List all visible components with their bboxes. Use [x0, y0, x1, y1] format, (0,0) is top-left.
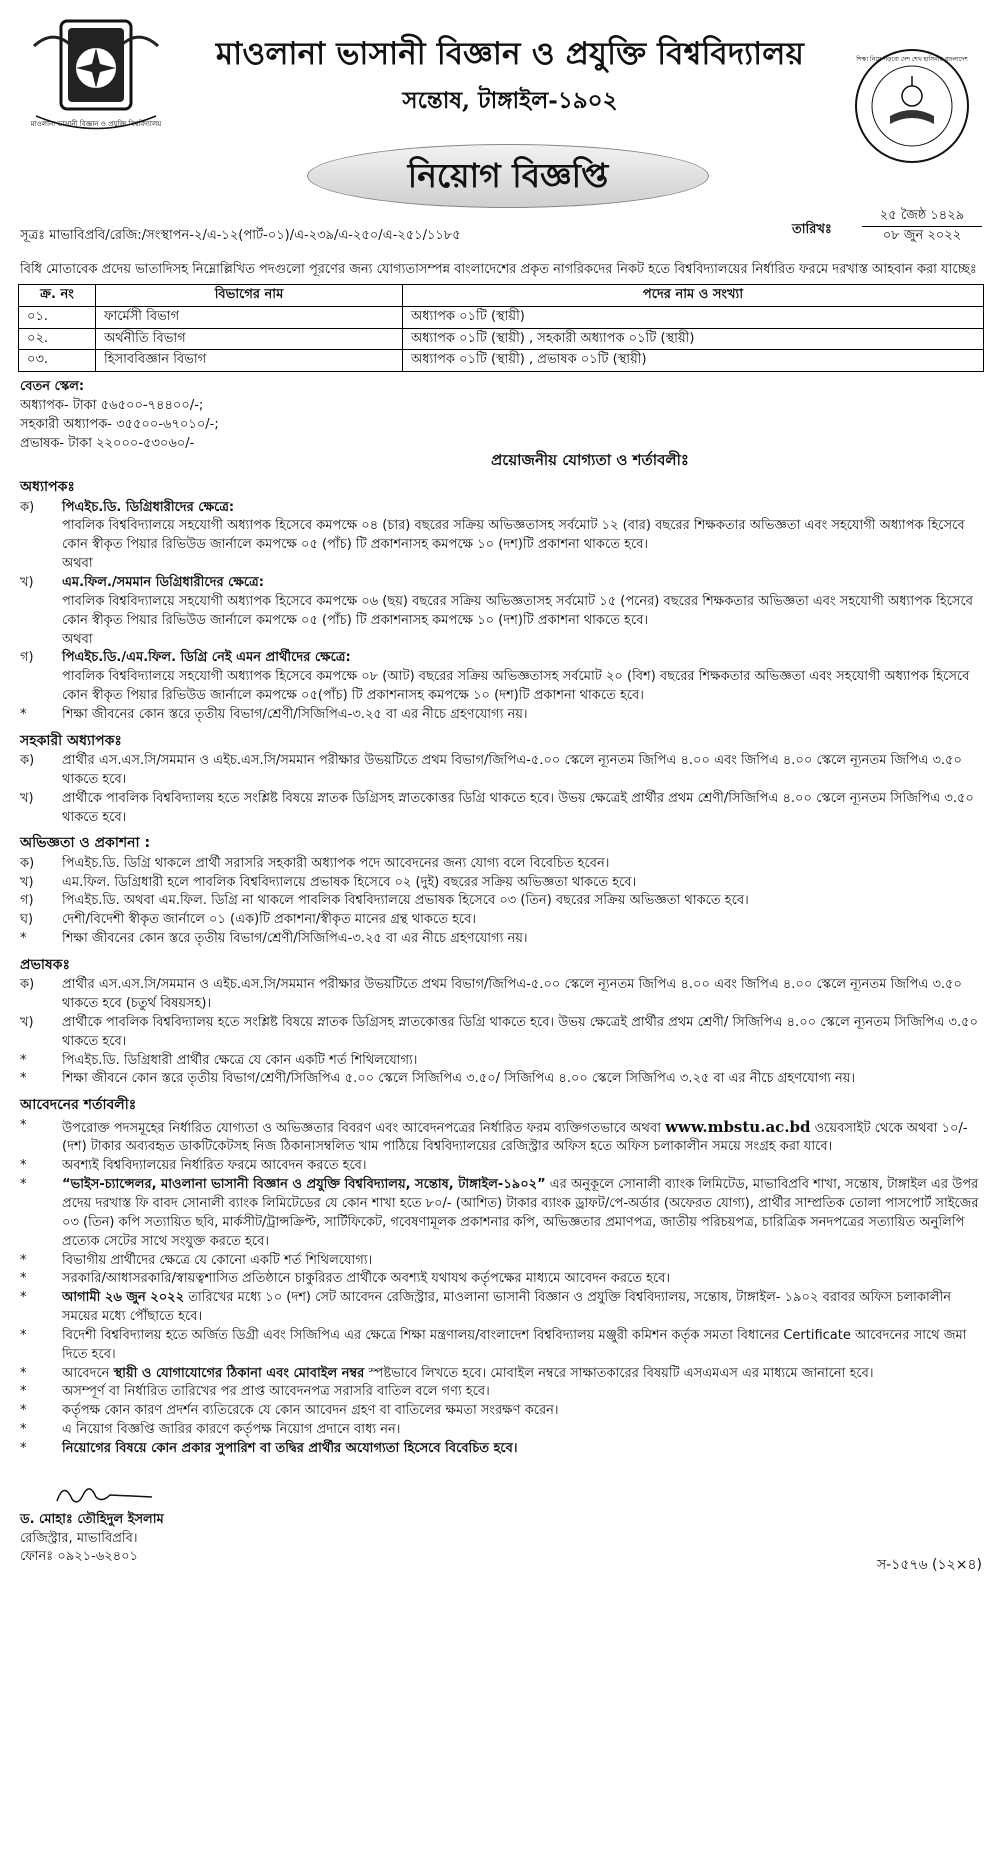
signature-block — [12, 1473, 988, 1583]
list-item: ক) প্রার্থীর এস.এস.সি/সমমান ও এইচ.এস.সি/সমমান পরীক্ষার উভয়টিতে প্রথম বিভাগ/জিপিএ-৫.০০ স্কেলে ন্যূনতম জিপিএ ৪.০০ এবং জিপিএ ৪.০০ স্কেলে ন্যূনতম জিপিএ ৩.৫০ থাকতে হবে। — [20, 753, 962, 787]
posts-table — [18, 284, 984, 372]
item-subheading: পিএইচ.ডি./এম.ফিল. ডিগ্রি নেই এমন প্রার্থীদের ক্ষেত্রে: — [62, 650, 351, 666]
list-item: খ) প্রার্থীকে পাবলিক বিশ্ববিদ্যালয় হতে সংশ্লিষ্ট বিষয়ে স্নাতক ডিগ্রিসহ স্নাতকোত্তর ডিগ্রি থাকতে হবে। উভয় ক্ষেত্রেই প্রার্থীর প্রথম শ্রেণী/সিজিপিএ ৪.০০ স্কেলে ন্যূনতম সিজিপিএ ৩.৫০ থাকতে হবে। — [20, 790, 974, 825]
list-item: ক) পিএইচ.ডি. ডিগ্রি থাকলে প্রার্থী সরাসরি সহকারী অধ্যাপক পদে আবেদনের জন্য যোগ্য বলে বিবেচিত হবেন। — [20, 855, 610, 871]
date-english: ০৮ জুন ২০২২ — [882, 227, 962, 243]
table-header-row — [19, 284, 984, 306]
website-link[interactable]: www.mbstu.ac.bd — [665, 1117, 811, 1136]
salary-line: সহকারী অধ্যাপক- ৩৫৫০০-৬৭০১০/-; — [20, 416, 219, 432]
date-label: তারিখঃ — [792, 222, 832, 237]
reference-line — [12, 208, 988, 249]
list-item: খ) প্রার্থীকে পাবলিক বিশ্ববিদ্যালয় হতে সংশ্লিষ্ট বিষয়ে স্নাতক ডিগ্রিসহ স্নাতকোত্তর ডিগ্রি থাকতে হবে। উভয় ক্ষেত্রেই প্রার্থীর প্রথম শ্রেণী/ সিজিপিএ ৪.০০ স্কেলে ন্যূনতম সিজিপিএ ৩.৫০ থাকতে হবে। — [20, 1014, 978, 1049]
table-row — [19, 306, 984, 328]
lecturer-heading: প্রভাষকঃ — [20, 956, 70, 973]
table-row — [19, 328, 984, 350]
conditions-heading: আবেদনের শর্তাবলীঃ — [20, 1097, 137, 1114]
cell-department: হিসাববিজ্ঞান বিভাগ — [96, 350, 403, 372]
date-box — [862, 207, 982, 246]
list-item: * শিক্ষা জীবনের কোন স্তরে তৃতীয় বিভাগ/শ্রেণী/সিজিপিএ-৩.২৫ বা এর নীচে গ্রহণযোগ্য নয়। — [20, 706, 988, 725]
list-item: * সরকারি/আধাসরকারি/স্বায়ত্বশাসিত প্রতিষ্ঠানে চাকুরিরত প্রার্থীকে অবশ্যই যথাযথ কর্তৃপক্ষের মাধ্যমে আবেদন করতে হবে। — [20, 1271, 671, 1287]
university-logo-icon — [26, 16, 166, 141]
item-key: গ) — [20, 650, 34, 666]
salary-scale — [20, 378, 988, 453]
cell-department: ফার্মেসী বিভাগ — [96, 306, 403, 328]
cell-posts: অধ্যাপক ০১টি (স্থায়ী) , সহকারী অধ্যাপক ০১টি (স্থায়ী) — [403, 328, 984, 350]
signature-icon — [52, 1473, 162, 1513]
signatory-name: ড. মোহাঃ তৌহিদুল ইসলাম — [20, 1511, 164, 1527]
item-key: খ) — [20, 575, 34, 591]
col-serial: ক্র. নং — [19, 284, 96, 306]
logo-left-text: মাওলানা ভাসানী বিজ্ঞান ও প্রযুক্তি বিশ্ববিদ্যালয় — [30, 120, 162, 128]
item-text: পাবলিক বিশ্ববিদ্যালয়ে সহযোগী অধ্যাপক হিসেবে কমপক্ষে ০৬ (ছয়) বছরের সক্রিয় অভিজ্ঞতাসহ সর্বমোট ১৫ (পনের) বছরের শিক্ষকতার অভিজ্ঞতা এবং সহযোগী অধ্যাপক হিসেবে কোন স্বীকৃত পিয়ার রিভিউড জার্নালে কমপক্ষে ০৫ (পাঁচ) টি প্রকাশনাসহ কমপক্ষে ১০ (দশ)টি প্রকাশনা থাকতে হবে। — [62, 593, 973, 628]
list-item: * কর্তৃপক্ষ কোন কারণ প্রদর্শন ব্যতিরেকে যে কোন আবেদন গ্রহণ বা বাতিলের ক্ষমতা সংরক্ষণ করেন। — [20, 1403, 559, 1419]
item-text: পাবলিক বিশ্ববিদ্যালয়ে সহযোগী অধ্যাপক হিসেবে কমপক্ষে ০৪ (চার) বছরের সক্রিয় অভিজ্ঞতাসহ সর্বমোট ১২ (বার) বছরের শিক্ষকতার অভিজ্ঞতা এবং সহযোগী অধ্যাপক হিসেবে কোন স্বীকৃত পিয়ার রিভিউড জার্নালে কমপক্ষে ০৫ (পাঁচ) টি প্রকাশনাসহ কমপক্ষে ১০ (দশ)টি প্রকাশনা থাকতে হবে। — [62, 518, 965, 553]
logo-right-text: শিক্ষা নিয়ে গড়বো দেশ শেখ হাসিনার বাংলাদেশ — [856, 56, 968, 63]
cell-serial: ০২. — [19, 328, 96, 350]
col-department: বিভাগের নাম — [96, 284, 403, 306]
notice-page — [12, 6, 988, 1847]
item-key: ক) — [20, 499, 35, 515]
date-bangla: ২৫ জৈষ্ঠ ১৪২৯ — [862, 207, 982, 227]
university-name: মাওলানা ভাসানী বিজ্ঞান ও প্রযুক্তি বিশ্ববিদ্যালয় — [215, 36, 805, 72]
requirements-title: প্রয়োজনীয় যোগ্যতা ও শর্তাবলীঃ — [491, 450, 689, 469]
header — [12, 6, 988, 211]
professor-note: শিক্ষা জীবনের কোন স্তরে তৃতীয় বিভাগ/শ্রেণী/সিজিপিএ-৩.২৫ বা এর নীচে গ্রহণযোগ্য নয়। — [62, 706, 528, 722]
intro-text: বিধি মোতাবেক প্রদেয় ভাতাদিসহ নিম্নোল্লিখিত পদগুলো পূরণের জন্য যোগ্যতাসম্পন্ন বাংলাদেশের প্রকৃত নাগরিকদের নিকট হতে বিশ্ববিদ্যালয়ের নির্ধারিত ফরমে দরখাস্ত আহবান করা যাচ্ছেঃ — [20, 262, 977, 277]
item-or: অথবা — [62, 556, 93, 572]
list-item: * বিভাগীয় প্রার্থীদের ক্ষেত্রে যে কোনো একটি শর্ত শিথিলযোগ্য। — [20, 1252, 373, 1268]
item-subheading: পিএইচ.ডি. ডিগ্রিধারীদের ক্ষেত্রে: — [62, 499, 235, 515]
notice-code: স-১৫৭৬ (১২×৪) — [876, 1556, 982, 1573]
reference-number: সূত্রঃ মাভাবিপ্রবি/রেজি:/সংস্থাপন-২/এ-১২(পার্ট-০১)/এ-২৩৯/এ-২৫০/এ-২৫১/১১৮৫ — [20, 228, 461, 243]
mujib-emblem-icon — [852, 46, 972, 166]
list-item: * অসম্পূর্ণ বা নির্ধারিত তারিখের পর প্রাপ্ত আবেদনপত্র সরাসরি বাতিল বলে গণ্য হবে। — [20, 1384, 490, 1400]
list-item: * আবেদনে স্থায়ী ও যোগাযোগের ঠিকানা এবং মোবাইল নম্বর স্পষ্টভাবে লিখতে হবে। মোবাইল নম্বরে সাক্ষাতকারের বিষয়টি এসএমএস এর মাধ্যমে জানানো হবে। — [20, 1365, 874, 1381]
list-item: * বিদেশী বিশ্ববিদ্যালয় হতে অর্জিত ডিগ্রী এবং সিজিপিএ এর ক্ষেত্রে শিক্ষা মন্ত্রণালয়/বাংলাদেশ বিশ্ববিদ্যালয় মঞ্জুরী কমিশন কর্তৃক সমতা বিধানের Certificate আবেদনের সাথে জমা দিতে হবে। — [20, 1327, 967, 1362]
salary-line: অধ্যাপক- টাকা ৫৬৫০০-৭৪৪০০/-; — [20, 398, 204, 414]
cell-serial: ০৩. — [19, 350, 96, 372]
list-item — [20, 499, 988, 574]
list-item: খ) এম.ফিল. ডিগ্রিধারী হলে পাবলিক বিশ্ববিদ্যালয়ে প্রভাষক হিসেবে ০২ (দুই) বছরের সক্রিয় অভিজ্ঞতা থাকতে হবে। — [20, 874, 637, 890]
university-address: সন্তোষ, টাঙ্গাইল-১৯০২ — [402, 87, 618, 114]
col-posts: পদের নাম ও সংখ্যা — [403, 284, 984, 306]
list-item: গ) পিএইচ.ডি. অথবা এম.ফিল. ডিগ্রি না থাকলে পাবলিক বিশ্ববিদ্যালয়ে প্রভাষক হিসেবে ০৩ (তিন) বছরের সক্রিয় অভিজ্ঞতা থাকতে হবে। — [20, 893, 749, 909]
list-item: ঘ) দেশী/বিদেশী স্বীকৃত জার্নালে ০১ (এক)টি প্রকাশনা/স্বীকৃত মানের গ্রন্থ থাকতে হবে। — [20, 912, 477, 928]
list-item: * আগামী ২৬ জুন ২০২২ তারিখের মধ্যে ১০ (দশ) সেট আবেদন রেজিস্ট্রার, মাওলানা ভাসানী বিজ্ঞান ও প্রযুক্তি বিশ্ববিদ্যালয়, সন্তোষ, টাঙ্গাইল- ১৯০২ বরাবর অফিস চলাকালীন সময়ের মধ্যে পৌঁছাতে হবে। — [20, 1290, 951, 1325]
signatory-phone: ফোনঃ ০৯২১-৬২৪০১ — [20, 1549, 139, 1565]
cell-serial: ০১. — [19, 306, 96, 328]
list-item — [20, 649, 988, 706]
list-item: * শিক্ষা জীবনের কোন স্তরে তৃতীয় বিভাগ/শ্রেণী/সিজিপিএ-৩.২৫ বা এর নীচে গ্রহণযোগ্য নয়। — [20, 931, 528, 947]
list-item: * উপরোক্ত পদসমূহের নির্ধারিত যোগ্যতা ও অভিজ্ঞতার বিবরণ এবং আবেদনপত্রের নির্ধারিত ফরম ব্যক্তিগতভাবে অথবা www.mbstu.ac.bd ওয়েবসাইট থেকে অথবা ১০/- (দশ) টাকার অব্যবহৃত ডাকটিকেটসহ নিজ ঠিকানাসম্বলিত খাম পাঠিয়ে বিশ্ববিদ্যালয়ের রেজিস্ট্রার অফিস হতে অফিস চলাকালীন সময়ে সংগ্রহ করা যাবে। — [20, 1117, 968, 1155]
notice-title: নিয়োগ বিজ্ঞপ্তি — [307, 144, 709, 208]
salary-heading: বেতন স্কেল: — [20, 379, 85, 395]
cell-posts: অধ্যাপক ০১টি (স্থায়ী) — [403, 306, 984, 328]
cell-department: অর্থনীতি বিভাগ — [96, 328, 403, 350]
list-item: * “ভাইস-চ্যান্সেলর, মাওলানা ভাসানী বিজ্ঞান ও প্রযুক্তি বিশ্ববিদ্যালয়, সন্তোষ, টাঙ্গাইল-১৯০২” এর অনুকূলে সোনালী ব্যাংক লিমিটেড, মাভাবিপ্রবি শাখা, সন্তোষ, টাঙ্গাইল এর উপর প্রদেয় দরখাস্ত ফি বাবদ সোনালী ব্যাংক লিমিটেডের যে কোন শাখা হতে ৮০/- (আশিত) টাকার ব্যাংক ড্রাফট/পে-অর্ডার (অফেরত যোগ্য), প্রার্থীর সাম্প্রতিক তোলা পাসপোর্ট সাইজের ০৩ (তিন) কপি সত্যায়িত ছবি, মার্কসীট/ট্রান্সক্রিপ্ট, সার্টিফিকেট, গবেষণামূলক প্রকাশনার কপি, অভিজ্ঞতার প্রমাণপত্র, জাতীয় পরিচয়পত্র, চারিত্রিক সনদপত্রের সত্যায়িত অনুলিপি প্রত্যেক সেটের সাথে সংযুক্ত করতে হবে। — [20, 1177, 979, 1249]
item-or: অথবা — [62, 631, 93, 647]
experience-heading: অভিজ্ঞতা ও প্রকাশনা : — [20, 835, 151, 852]
list-item: * অবশ্যই বিশ্ববিদ্যালয়ের নির্ধারিত ফরমে আবেদন করতে হবে। — [20, 1158, 367, 1174]
item-text: পাবলিক বিশ্ববিদ্যালয়ে সহযোগী অধ্যাপক হিসেবে কমপক্ষে ০৮ (আট) বছরের সক্রিয় অভিজ্ঞতাসহ সর্বমোট ২০ (বিশ) বছরের শিক্ষকতার অভিজ্ঞতা এবং সহযোগী অধ্যাপক হিসেবে কোন স্বীকৃত পিয়ার রিভিউড জার্নালে কমপক্ষে ০৫(পাঁচ) টি প্রকাশনাসহ কমপক্ষে ১০ (দশ)টি প্রকাশনা থাকতে হবে। — [62, 669, 970, 704]
list-item — [20, 574, 988, 649]
list-item: ক) প্রার্থীর এস.এস.সি/সমমান ও এইচ.এস.সি/সমমান পরীক্ষার উভয়টিতে প্রথম বিভাগ/জিপিএ-৫.০০ স্কেলে ন্যূনতম জিপিএ ৪.০০ এবং জিপিএ ৪.০০ স্কেলে ন্যূনতম জিপিএ ৩.৫০ থাকতে হবে (চতুর্থ বিষয়সহ)। — [20, 977, 962, 1012]
table-row — [19, 350, 984, 372]
cell-posts: অধ্যাপক ০১টি (স্থায়ী) , প্রভাষক ০১টি (স্থায়ী) — [403, 350, 984, 372]
professor-heading: অধ্যাপকঃ — [20, 479, 75, 496]
item-subheading: এম.ফিল./সমমান ডিগ্রিধারীদের ক্ষেত্রে: — [62, 575, 264, 591]
signatory-title: রেজিস্ট্রার, মাভাবিপ্রবি। — [20, 1530, 138, 1546]
list-item: * পিএইচ.ডি. ডিগ্রিধারী প্রার্থীর ক্ষেত্রে যে কোন একটি শর্ত শিথিলযোগ্য। — [20, 1052, 418, 1068]
salary-line: প্রভাষক- টাকা ২২০০০-৫৩০৬০/- — [20, 435, 195, 451]
asst-prof-heading: সহকারী অধ্যাপকঃ — [20, 732, 122, 749]
list-item: * শিক্ষা জীবনে কোন স্তরে তৃতীয় বিভাগ/শ্রেণী/সিজিপিএ ৫.০০ স্কেলে সিজিপিএ ৩.৫০/ সিজিপিএ ৪.০০ স্কেলে সিজিপিএ ৩.২৫ বা এর নীচে গ্রহণযোগ্য নয়। — [20, 1071, 856, 1087]
list-item: * এ নিয়োগ বিজ্ঞপ্তি জারির কারণে কর্তৃপক্ষ নিয়োগ প্রদানে বাধ্য নন। — [20, 1422, 401, 1438]
list-item: * নিয়োগের বিষয়ে কোন প্রকার সুপারিশ বা তদ্বির প্রার্থীর অযোগ্যতা হিসেবে বিবেচিত হবে। — [20, 1440, 518, 1456]
